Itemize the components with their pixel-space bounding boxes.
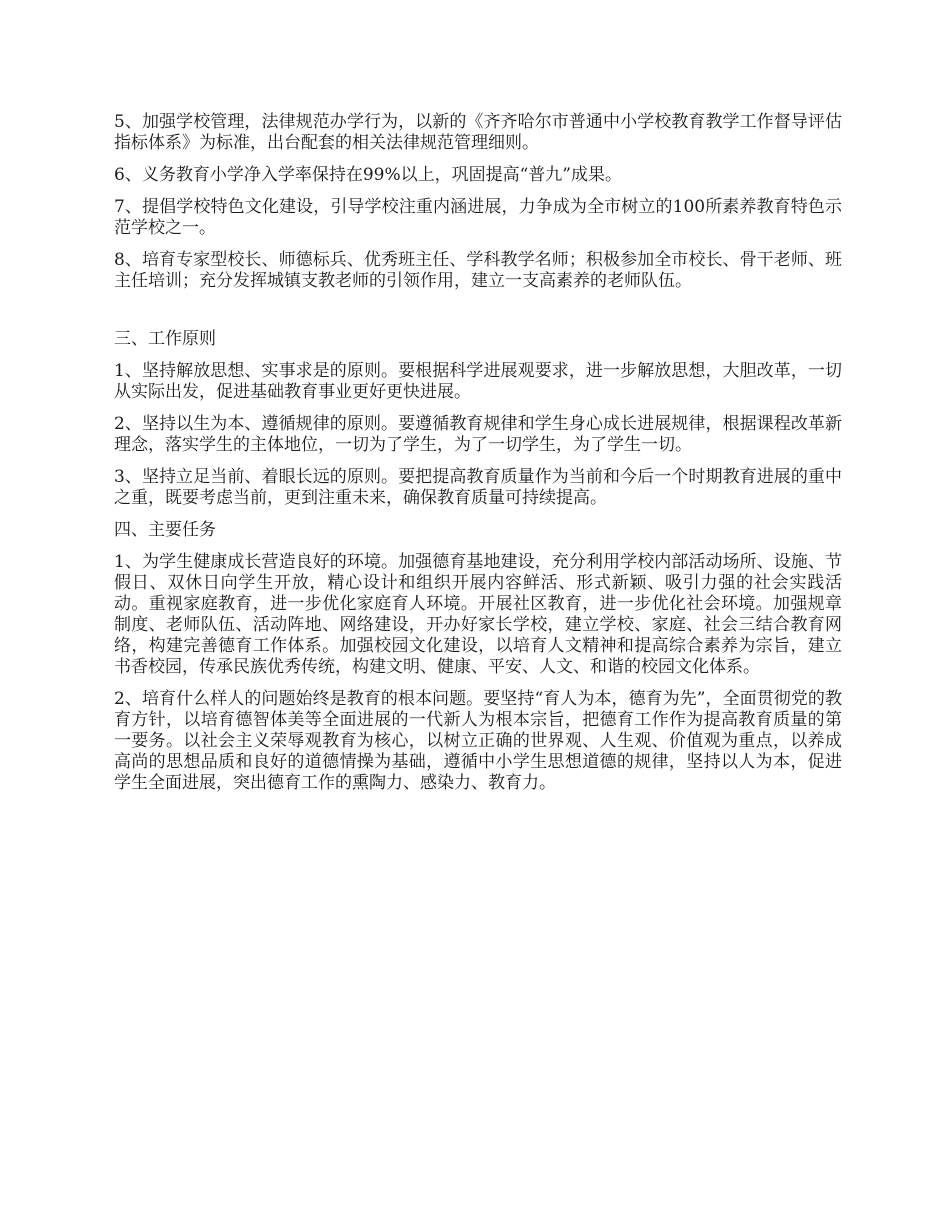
principle-item-1: 1、坚持解放思想、实事求是的原则。要根据科学进展观要求，进一步解放思想，大胆改革，一切从实际出发，促进基础教育事业更好更快进展。 xyxy=(114,361,842,402)
document-page xyxy=(114,112,842,805)
task-item-1: 1、为学生健康成长营造良好的环境。加强德育基地建设，充分利用学校内部活动场所、设施、节假日、双休日向学生开放，精心设计和组织开展内容鲜活、形式新颖、吸引力强的社会实践活动。重视家庭教育，进一步优化家庭育人环境。开展社区教育，进一步优化社会环境。加强规章制度、老师队伍、活动阵地、网络建设，开办好家长学校，建立学校、家庭、社会三结合教育网络，构建完善德育工作体系。加强校园文化建设，以培育人文精神和提高综合素养为宗旨，建立书香校园，传承民族优秀传统，构建文明、健康、平安、人文、和谐的校园文化体系。 xyxy=(114,552,842,677)
goal-item-5: 5、加强学校管理，法律规范办学行为，以新的《齐齐哈尔市普通中小学校教育教学工作督导评估指标体系》为标准，出台配套的相关法律规范管理细则。 xyxy=(114,112,842,153)
goal-item-6: 6、义务教育小学净入学率保持在99%以上，巩固提高“普九”成果。 xyxy=(114,165,622,185)
section-spacer xyxy=(114,303,842,329)
task-item-2: 2、培育什么样人的问题始终是教育的根本问题。要坚持“育人为本，德育为先”，全面贯彻党的教育方针，以培育德智体美等全面进展的一代新人为根本宗旨，把德育工作作为提高教育质量的第一要务。以社会主义荣辱观教育为核心，以树立正确的世界观、人生观、价值观为重点，以养成高尚的思想品质和良好的道德情操为基础，遵循中小学生思想道德的规律，坚持以人为本，促进学生全面进展，突出德育工作的熏陶力、感染力、教育力。 xyxy=(114,689,842,793)
section-heading-tasks: 四、主要任务 xyxy=(114,520,216,540)
goal-item-8: 8、培育专家型校长、师德标兵、优秀班主任、学科教学名师；积极参加全市校长、骨干老师、班主任培训；充分发挥城镇支教老师的引领作用，建立一支高素养的老师队伍。 xyxy=(114,250,842,291)
principle-item-3: 3、坚持立足当前、着眼长远的原则。要把提高教育质量作为当前和今后一个时期教育进展的重中之重，既要考虑当前，更到注重未来，确保教育质量可持续提高。 xyxy=(114,467,842,508)
section-heading-principles: 三、工作原则 xyxy=(114,329,216,349)
goal-item-7: 7、提倡学校特色文化建设，引导学校注重内涵进展，力争成为全市树立的100所素养教育特色示范学校之一。 xyxy=(114,197,842,238)
principle-item-2: 2、坚持以生为本、遵循规律的原则。要遵循教育规律和学生身心成长进展规律，根据课程改革新理念，落实学生的主体地位，一切为了学生，为了一切学生，为了学生一切。 xyxy=(114,414,842,455)
